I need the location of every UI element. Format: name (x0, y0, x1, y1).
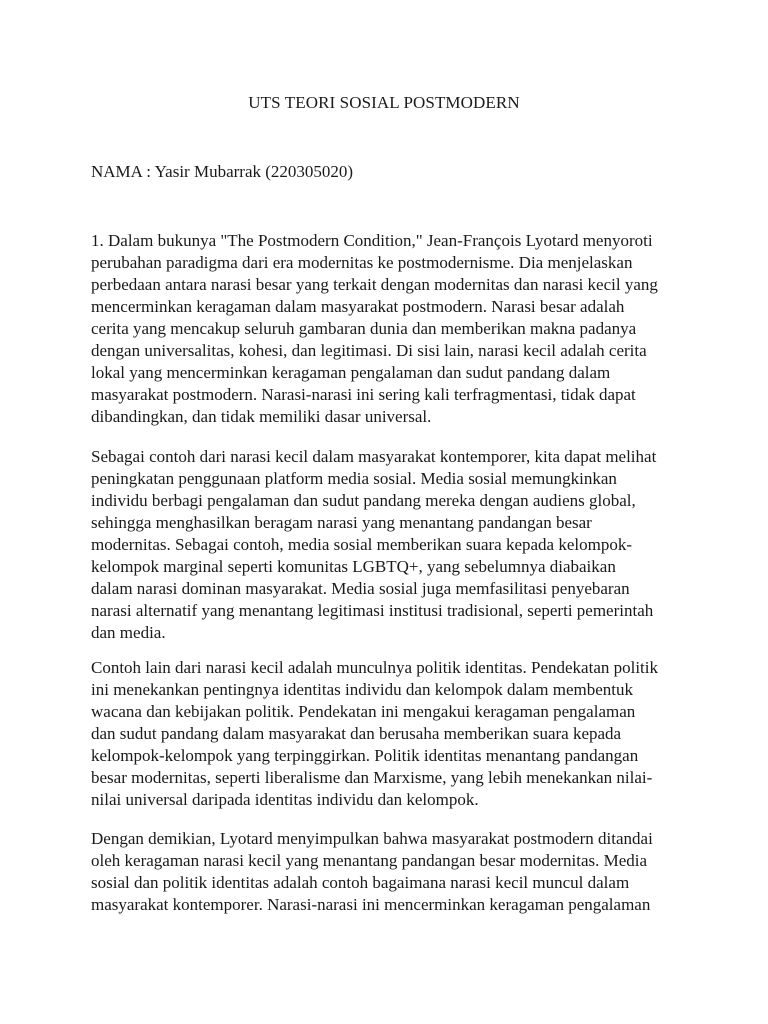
paragraph-line: sosial dan politik identitas adalah contoh bagaimana narasi kecil muncul dalam (91, 873, 630, 892)
paragraph-line: masyarakat kontemporer. Narasi-narasi ini mencerminkan keragaman pengalaman (91, 895, 651, 914)
paragraph-line: lokal yang mencerminkan keragaman pengalaman dan sudut pandang dalam (91, 363, 611, 382)
paragraph-line: peningkatan penggunaan platform media sosial. Media sosial memungkinkan (91, 469, 617, 488)
paragraph-1 (91, 230, 691, 428)
paragraph-line: oleh keragaman narasi kecil yang menantang pandangan besar modernitas. Media (91, 851, 648, 870)
paragraph-line: kelompok-kelompok yang terpinggirkan. Politik identitas menantang pandangan (91, 746, 639, 765)
paragraph-line: individu berbagi pengalaman dan sudut pandang mereka dengan audiens global, (91, 491, 636, 510)
paragraph-2 (91, 446, 691, 644)
paragraph-4 (91, 828, 691, 916)
paragraph-line: dalam narasi dominan masyarakat. Media sosial juga memfasilitasi penyebaran (91, 579, 630, 598)
paragraph-line: perbedaan antara narasi besar yang terkait dengan modernitas dan narasi kecil yang (91, 275, 658, 294)
paragraph-line: 1. Dalam bukunya "The Postmodern Condition," Jean-François Lyotard menyoroti (91, 231, 653, 250)
paragraph-line: modernitas. Sebagai contoh, media sosial memberikan suara kepada kelompok- (91, 535, 633, 554)
paragraph-line: nilai universal daripada identitas individu dan kelompok. (91, 790, 479, 809)
document-title: UTS TEORI SOSIAL POSTMODERN (248, 93, 520, 112)
paragraph-line: Contoh lain dari narasi kecil adalah munculnya politik identitas. Pendekatan politik (91, 658, 659, 677)
paragraph-line: besar modernitas, seperti liberalisme dan Marxisme, yang lebih menekankan nilai- (91, 768, 653, 787)
paragraph-line: mencerminkan keragaman dalam masyarakat postmodern. Narasi besar adalah (91, 297, 625, 316)
paragraph-line: dan media. (91, 623, 166, 642)
paragraph-line: perubahan paradigma dari era modernitas ke postmodernisme. Dia menjelaskan (91, 253, 633, 272)
student-name-line: NAMA : Yasir Mubarrak (220305020) (91, 162, 354, 181)
paragraph-line: wacana dan kebijakan politik. Pendekatan ini mengakui keragaman pengalaman (91, 702, 636, 721)
paragraph-line: ini menekankan pentingnya identitas individu dan kelompok dalam membentuk (91, 680, 633, 699)
paragraph-line: cerita yang mencakup seluruh gambaran dunia dan memberikan makna padanya (91, 319, 637, 338)
paragraph-line: dibandingkan, dan tidak memiliki dasar universal. (91, 407, 432, 426)
paragraph-line: sehingga menghasilkan beragam narasi yang menantang pandangan besar (91, 513, 592, 532)
paragraph-line: Dengan demikian, Lyotard menyimpulkan bahwa masyarakat postmodern ditandai (91, 829, 653, 848)
paragraph-line: narasi alternatif yang menantang legitimasi institusi tradisional, seperti pemerintah (91, 601, 654, 620)
paragraph-line: kelompok marginal seperti komunitas LGBTQ+, yang sebelumnya diabaikan (91, 557, 616, 576)
paragraph-line: dengan universalitas, kohesi, dan legitimasi. Di sisi lain, narasi kecil adalah cerita (91, 341, 647, 360)
paragraph-3 (91, 657, 691, 811)
paragraph-line: Sebagai contoh dari narasi kecil dalam masyarakat kontemporer, kita dapat melihat (91, 447, 657, 466)
paragraph-line: masyarakat postmodern. Narasi-narasi ini sering kali terfragmentasi, tidak dapat (91, 385, 636, 404)
paragraph-line: dan sudut pandang dalam masyarakat dan berusaha memberikan suara kepada (91, 724, 622, 743)
